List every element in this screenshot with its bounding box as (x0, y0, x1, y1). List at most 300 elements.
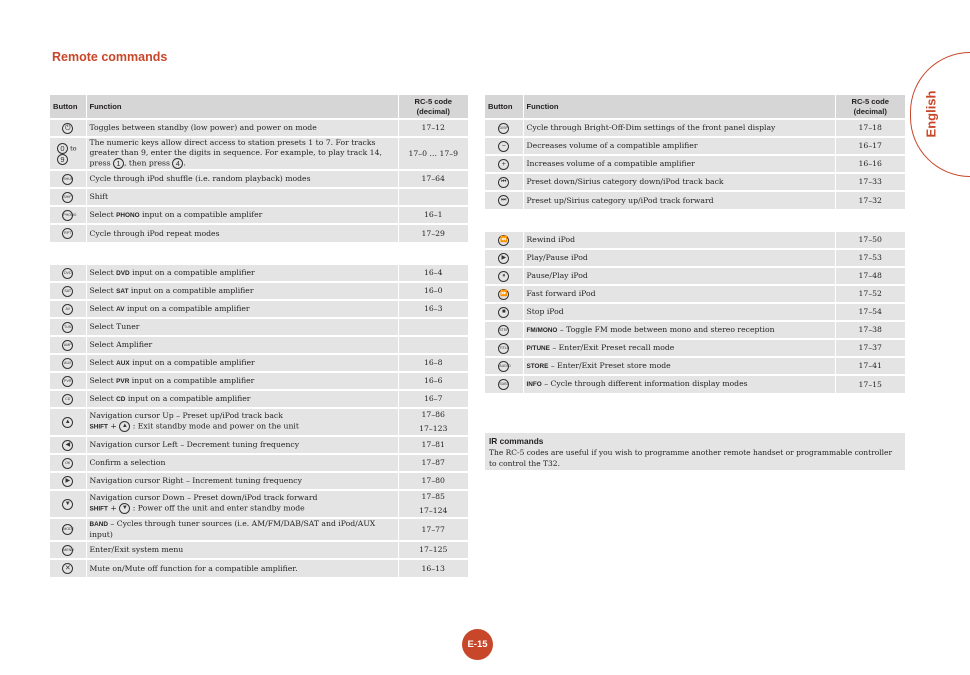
code-cell (835, 155, 905, 173)
code-cell (835, 249, 905, 267)
code-cell (835, 357, 905, 375)
rc5-code: 16–0 (423, 286, 443, 295)
rc5-code: 17–123 (419, 424, 448, 433)
table-spacer (50, 242, 468, 264)
keyword: CD (116, 395, 126, 403)
title-button-icon: TITLE (498, 343, 509, 354)
keyword: SAT (116, 287, 129, 295)
function-text: Select Amplifier (89, 340, 153, 349)
button-cell (50, 170, 86, 188)
header-function: Function (86, 95, 398, 119)
rc5-code: 17–0 … 17–9 (408, 148, 459, 158)
table-row (485, 137, 905, 155)
code-cell (835, 303, 905, 321)
table-row (485, 249, 905, 267)
function-cell (86, 188, 398, 206)
function-text: Play/Pause iPod (526, 253, 588, 262)
code-cell (835, 191, 905, 209)
rc5-code: 17–54 (858, 307, 882, 316)
function-cell (86, 318, 398, 336)
function-cell (86, 282, 398, 300)
rc5-code: 17–125 (419, 545, 448, 554)
table-row (485, 285, 905, 303)
rc5-code: 17–41 (858, 361, 882, 370)
function-cell (523, 357, 835, 375)
rc5-code: 16–8 (423, 358, 443, 367)
rc5-code: 17–124 (419, 506, 448, 515)
keyword: BAND (89, 521, 108, 528)
shift-keyword: SHIFT (89, 505, 108, 513)
button-cell (485, 357, 523, 375)
rc5-code: 17–18 (858, 123, 882, 132)
code-cell (398, 188, 468, 206)
code-cell (398, 472, 468, 490)
code-cell (398, 541, 468, 559)
header-button: Button (50, 95, 86, 119)
function-cell (523, 173, 835, 191)
header-code: RC-5 code (decimal) (835, 95, 905, 119)
table-row (50, 490, 468, 518)
table-row (485, 173, 905, 191)
function-text: input on a compatible amplifier (129, 375, 255, 385)
function-text: Enter/Exit system menu (89, 545, 184, 554)
table-row (50, 224, 468, 242)
code-cell (835, 375, 905, 393)
button-cell (50, 137, 86, 170)
function-cell (523, 375, 835, 393)
function-text: Navigation cursor Left – Decrement tuning frequency (89, 440, 300, 449)
button-cell (485, 249, 523, 267)
function-text: input on a compatible amplifer (139, 209, 263, 219)
button-cell (50, 408, 86, 436)
function-cell (523, 321, 835, 339)
phono-button-icon: PHONO (62, 210, 73, 221)
keyword: PHONO (116, 211, 140, 219)
keyword: DVD (116, 269, 130, 277)
table-row (50, 206, 468, 224)
function-text: – Cycle through different information display modes (541, 379, 748, 388)
down-button-icon: ▼ (119, 503, 130, 514)
table-row (50, 454, 468, 472)
button-cell (485, 267, 523, 285)
function-cell (86, 336, 398, 354)
function-cell (86, 390, 398, 408)
page-heading: Remote commands (52, 50, 168, 64)
button-cell (485, 375, 523, 393)
function-cell (86, 264, 398, 282)
code-cell (398, 436, 468, 454)
table-row (50, 282, 468, 300)
code-cell (398, 490, 468, 518)
table-header-row (50, 95, 468, 119)
function-text: The numeric keys allow direct access to station presets 1 to 7. For tracks greater than 9, enter the digits in sequence. For example, to play track 14, press (89, 138, 382, 168)
function-text: Preset up/Sirius category up/iPod track forward (526, 195, 714, 205)
function-cell (86, 436, 398, 454)
table-row (50, 518, 468, 541)
disp-button-icon: DISP (498, 123, 509, 134)
shift-button-icon: SHIFT (62, 192, 73, 203)
code-cell (835, 339, 905, 357)
button-cell (50, 490, 86, 518)
function-text: Navigation cursor Down – Preset down/iPod track forward (89, 493, 318, 503)
button-cell (485, 303, 523, 321)
rc5-code: 16–4 (423, 268, 443, 277)
left-table-body (50, 119, 468, 577)
table-row (485, 119, 905, 137)
rc5-code: 17–52 (858, 289, 882, 298)
button-cell (50, 518, 86, 541)
table-row (50, 372, 468, 390)
function-text: Stop iPod (526, 307, 564, 316)
function-text: Select (89, 375, 117, 385)
button-cell (485, 137, 523, 155)
code-cell (398, 206, 468, 224)
stop-button-icon: ■ (498, 307, 509, 318)
function-cell (523, 285, 835, 303)
button-cell (485, 191, 523, 209)
keyword: FM/MONO (526, 326, 558, 334)
rc5-code: 17–85 (421, 492, 445, 501)
rc5-code: 17–38 (858, 325, 882, 334)
function-cell (86, 170, 398, 188)
function-cell (86, 372, 398, 390)
function-cell (86, 541, 398, 559)
function-cell (86, 354, 398, 372)
header-function: Function (523, 95, 835, 119)
left-button-icon: ◀ (62, 440, 73, 451)
table-row (50, 408, 468, 436)
code-cell (398, 137, 468, 170)
digit-4-icon: 4 (172, 158, 183, 169)
button-cell (50, 436, 86, 454)
language-tab: English (923, 90, 939, 138)
function-cell (523, 191, 835, 209)
amp-button-icon: AMP (62, 340, 73, 351)
button-cell (485, 321, 523, 339)
table-row (50, 354, 468, 372)
function-text: Navigation cursor Up – Preset up/iPod track back (89, 411, 283, 421)
down-button-icon: ▼ (62, 499, 73, 510)
shuf-button-icon: SHUF (62, 174, 73, 185)
code-cell (835, 137, 905, 155)
plus-button-icon: + (498, 159, 509, 170)
rc5-code: 17–86 (421, 410, 445, 419)
function-text: Confirm a selection (89, 458, 166, 467)
standby-button-icon: ⏻ (62, 123, 73, 134)
function-text: Select (89, 267, 117, 277)
button-cell (50, 282, 86, 300)
pvr-button-icon: PVR (62, 376, 73, 387)
range-word: to (68, 144, 77, 152)
function-cell (86, 454, 398, 472)
function-text: Cycle through iPod shuffle (i.e. random playback) modes (89, 174, 311, 183)
function-cell (86, 300, 398, 318)
code-cell (398, 408, 468, 436)
function-text: Select (89, 357, 117, 367)
button-cell (50, 119, 86, 137)
table-spacer (485, 209, 905, 231)
subt-button-icon: SUBT (498, 379, 509, 390)
code-cell (835, 173, 905, 191)
function-cell (523, 155, 835, 173)
page-number: E-15 (462, 629, 493, 660)
table-row (50, 119, 468, 137)
rc5-code: 16–1 (423, 210, 443, 219)
button-cell (485, 173, 523, 191)
left-commands-table (50, 95, 468, 577)
table-row (50, 170, 468, 188)
function-text: : Power off the unit and enter standby mode (130, 503, 305, 513)
header-code: RC-5 code (decimal) (398, 95, 468, 119)
function-text: Select (89, 285, 117, 295)
keyword: AV (116, 305, 125, 313)
table-row (485, 357, 905, 375)
code-cell (398, 559, 468, 577)
function-text: input on a compatible amplifier (128, 285, 254, 295)
code-cell (398, 518, 468, 541)
minus-button-icon: − (498, 141, 509, 152)
table-row (485, 191, 905, 209)
ok-button-icon: OK (62, 458, 73, 469)
up-button-icon: ▲ (62, 417, 73, 428)
table-row (50, 137, 468, 170)
digit-0-icon: 0 (57, 143, 68, 154)
keyword: P/TUNE (526, 344, 550, 352)
table-row (485, 303, 905, 321)
ir-commands-title: IR commands (489, 436, 544, 446)
code-cell (398, 264, 468, 282)
code-cell (835, 231, 905, 249)
rc5-code: 16–16 (858, 159, 882, 168)
table-row (50, 390, 468, 408)
rpt-button-icon: RPT (62, 228, 73, 239)
table-row (50, 541, 468, 559)
cd-button-icon: CD (62, 394, 73, 405)
function-text: Navigation cursor Right – Increment tuning frequency (89, 476, 302, 485)
rc5-code: 17–29 (421, 228, 445, 238)
function-text: Select (89, 303, 117, 313)
button-cell (50, 454, 86, 472)
function-text: – Toggle FM mode between mono and stereo reception (557, 324, 775, 334)
mute-button-icon: ✕ (62, 563, 73, 574)
function-text: Shift (89, 192, 109, 201)
table-row (50, 472, 468, 490)
code-cell (835, 321, 905, 339)
function-cell (523, 303, 835, 321)
function-text: Preset down/Sirius category down/iPod track back (526, 177, 724, 186)
rc5-code: 16–17 (858, 141, 882, 150)
button-cell (50, 390, 86, 408)
function-cell (86, 119, 398, 137)
table-row (485, 339, 905, 357)
function-text: Cycle through Bright-Off-Dim settings of the front panel display (526, 123, 776, 132)
sat-button-icon: SAT (62, 286, 73, 297)
rc5-code: 17–32 (858, 195, 882, 205)
ir-commands-box (485, 433, 905, 470)
function-text: – Enter/Exit Preset recall mode (549, 342, 675, 352)
function-text: Pause/Play iPod (526, 271, 588, 280)
function-cell (86, 472, 398, 490)
code-cell (398, 318, 468, 336)
keyword: INFO (526, 381, 542, 388)
table-row (50, 264, 468, 282)
function-cell (523, 231, 835, 249)
rc5-code: 16–3 (423, 304, 443, 313)
code-cell (398, 454, 468, 472)
table-row (485, 155, 905, 173)
code-cell (835, 119, 905, 137)
table-row (50, 559, 468, 577)
button-cell (50, 264, 86, 282)
prev-button-icon: ⏮ (498, 177, 509, 188)
function-text: input on a compatible amplifier (129, 357, 255, 367)
function-text: – Enter/Exit Preset store mode (548, 360, 671, 370)
av-button-icon: AV (62, 304, 73, 315)
function-text: Select (89, 209, 117, 219)
code-cell (398, 336, 468, 354)
next-button-icon: ⏭ (498, 195, 509, 206)
keyword: STORE (526, 362, 549, 370)
function-cell (86, 518, 398, 541)
button-cell (50, 559, 86, 577)
code-cell (398, 354, 468, 372)
menu-button-icon: MENU (62, 545, 73, 556)
rc5-code: 17–87 (421, 458, 445, 467)
up-button-icon: ▲ (119, 421, 130, 432)
function-text: input on a compatible amplifier (124, 303, 250, 313)
code-cell (398, 372, 468, 390)
language-tab-outline (910, 52, 970, 177)
function-text: input on a compatible amplifier (129, 267, 255, 277)
button-cell (50, 224, 86, 242)
button-cell (50, 206, 86, 224)
right-button-icon: ▶ (62, 476, 73, 487)
button-cell (485, 119, 523, 137)
button-cell (50, 472, 86, 490)
function-text: input on a compatible amplifier (125, 393, 251, 403)
rc5-code: 17–77 (421, 524, 445, 534)
table-row (50, 336, 468, 354)
table-row (485, 321, 905, 339)
function-cell (86, 224, 398, 242)
table-row (50, 318, 468, 336)
rc5-code: 17–64 (421, 174, 445, 183)
function-cell: Navigation cursor Down – Preset down/iPod track forward SHIFT + ▼ : Power off the unit and enter standby mode (86, 490, 398, 518)
rc5-code: 17–50 (858, 235, 882, 244)
table-row (485, 267, 905, 285)
function-cell (523, 267, 835, 285)
button-cell (50, 300, 86, 318)
button-cell (50, 372, 86, 390)
rc5-code: 17–15 (858, 379, 882, 389)
function-cell (523, 249, 835, 267)
code-cell (835, 267, 905, 285)
button-cell (50, 318, 86, 336)
digit-1-icon: 1 (113, 158, 124, 169)
rc5-code: 17–12 (421, 123, 445, 132)
ffwd-button-icon: ⏩ (498, 289, 509, 300)
function-text: Mute on/Mute off function for a compatible amplifier. (89, 563, 298, 573)
rc5-code: 17–37 (858, 343, 882, 352)
rc5-code: 16–7 (423, 394, 443, 403)
rc5-code: 17–53 (858, 253, 882, 262)
function-cell (86, 206, 398, 224)
function-text: Cycle through iPod repeat modes (89, 228, 220, 238)
rc5-code: 17–80 (421, 476, 445, 485)
keyword: AUX (116, 359, 130, 367)
ir-commands-text: The RC-5 codes are useful if you wish to programme another remote handset or programmable controller to control the T32. (489, 448, 893, 468)
function-cell: Navigation cursor Up – Preset up/iPod track back SHIFT + ▲ : Exit standby mode and power on the unit (86, 408, 398, 436)
audio-button-icon: AUDIO (498, 361, 509, 372)
code-cell (398, 300, 468, 318)
button-cell (50, 188, 86, 206)
function-text: Rewind iPod (526, 235, 576, 244)
shift-keyword: SHIFT (89, 423, 108, 431)
function-cell (523, 119, 835, 137)
function-cell (523, 339, 835, 357)
digit-9-icon: 9 (57, 154, 68, 165)
button-cell (50, 541, 86, 559)
keyword: PVR (116, 377, 130, 385)
code-cell (398, 224, 468, 242)
function-text: Toggles between standby (low power) and power on mode (89, 123, 317, 132)
function-text: – Cycles through tuner sources (i.e. AM/FM/DAB/SAT and iPod/AUX input) (89, 519, 376, 539)
code-cell (398, 390, 468, 408)
code-cell (398, 170, 468, 188)
dvd-button-icon: DVD (62, 268, 73, 279)
rc5-code: 16–13 (421, 563, 445, 573)
function-cell (523, 137, 835, 155)
button-cell (485, 285, 523, 303)
table-row (50, 436, 468, 454)
pause-button-icon: ⏸ (498, 271, 509, 282)
rc5-code: 16–6 (423, 376, 443, 385)
function-text: Fast forward iPod (526, 289, 596, 298)
button-cell (485, 339, 523, 357)
function-text: Select Tuner (89, 322, 140, 331)
step-button-icon: STEP (498, 325, 509, 336)
tun-button-icon: TUN (62, 322, 73, 333)
rc5-code: 17–33 (858, 177, 882, 186)
table-row (485, 231, 905, 249)
table-row (50, 300, 468, 318)
play-button-icon: ▶ (498, 253, 509, 264)
table-row (50, 188, 468, 206)
rc5-code: 17–48 (858, 271, 882, 280)
rc5-code: 17–81 (421, 440, 445, 449)
code-cell (835, 285, 905, 303)
function-cell: The numeric keys allow direct access to station presets 1 to 7. For tracks greater than 9, enter the digits in sequence. For example, to play track 14, press 1 , then press 4 . (86, 137, 398, 170)
function-cell (86, 559, 398, 577)
table-row (485, 375, 905, 393)
button-cell (485, 231, 523, 249)
table-header-row (485, 95, 905, 119)
mode-button-icon: MODE (62, 524, 73, 535)
button-cell (50, 336, 86, 354)
right-commands-table (485, 95, 905, 393)
header-button: Button (485, 95, 523, 119)
code-cell (398, 282, 468, 300)
button-cell (50, 354, 86, 372)
function-text: Decreases volume of a compatible amplifier (526, 141, 698, 150)
function-text: : Exit standby mode and power on the unit (130, 421, 299, 431)
code-cell (398, 119, 468, 137)
function-text: Increases volume of a compatible amplifier (526, 159, 695, 168)
aux-button-icon: AUX (62, 358, 73, 369)
rew-button-icon: ⏪ (498, 235, 509, 246)
right-table-body (485, 119, 905, 393)
button-cell (485, 155, 523, 173)
